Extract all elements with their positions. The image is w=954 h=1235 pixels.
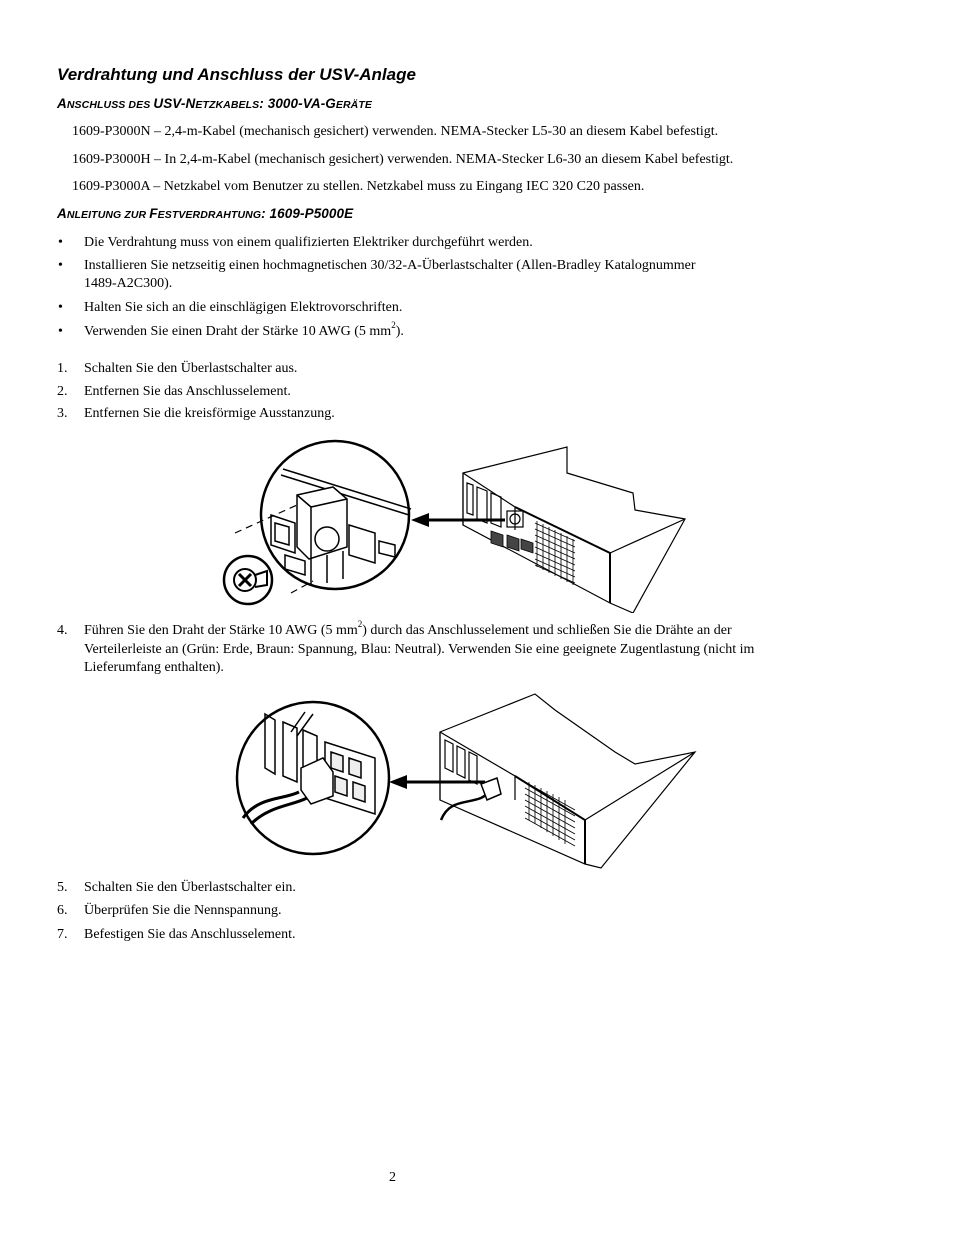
step-text: Befestigen Sie das Anschlusselement. (84, 927, 296, 942)
bullet-marker: • (58, 324, 63, 339)
step-number: 4. (57, 623, 68, 638)
bullet-item: Die Verdrahtung muss von einem qualifizierten Elektriker durchgeführt werden. (84, 235, 533, 250)
step-text: Schalten Sie den Überlastschalter ein. (84, 880, 296, 895)
heading-part: A (57, 96, 67, 111)
subsection-heading-hardwiring (57, 206, 353, 221)
step-text-part: Führen Sie den Draht der Stärke 10 AWG (5 mm (84, 623, 358, 638)
bullet-item (84, 320, 884, 341)
bullet-text: Verwenden Sie einen Draht der Stärke 10 AWG (5 mm (84, 324, 392, 339)
step-number: 1. (57, 361, 68, 376)
heading-part: : 1609-P5000E (261, 206, 354, 221)
heading-part: : 3000-VA-G (259, 96, 336, 111)
bullet-item-continued: 1489-A2C300). (84, 276, 173, 291)
bullet-item: Halten Sie sich an die einschlägigen Elektrovorschriften. (84, 300, 403, 315)
step-text: Entfernen Sie die kreisförmige Ausstanzung. (84, 406, 335, 421)
superscript: 2 (357, 619, 363, 630)
step-text (84, 619, 884, 640)
step-number: 2. (57, 384, 68, 399)
paragraph-p3000h: 1609-P3000H – In 2,4-m-Kabel (mechanisch gesichert) verwenden. NEMA-Stecker L6-30 an diesem Kabel befestigt. (72, 152, 734, 167)
heading-part: F (149, 206, 158, 221)
heading-part: ETZKABELS (195, 99, 260, 111)
heading-part: NSCHLUSS DES (66, 99, 154, 111)
illustration-connect-wires (235, 692, 700, 872)
heading-part: ERÄTE (335, 99, 372, 111)
page-number: 2 (389, 1170, 396, 1185)
heading-part: USV-N (153, 96, 196, 111)
section-title: Verdrahtung und Anschluss der USV-Anlage (57, 65, 416, 84)
heading-part: A (57, 206, 67, 221)
bullet-text: ). (395, 324, 404, 339)
step-text: Entfernen Sie das Anschlusselement. (84, 384, 291, 399)
illustration-remove-knockout (215, 435, 700, 613)
bullet-marker: • (58, 235, 63, 250)
step-text: Überprüfen Sie die Nennspannung. (84, 903, 282, 918)
paragraph-p3000n: 1609-P3000N – 2,4-m-Kabel (mechanisch gesichert) verwenden. NEMA-Stecker L5-30 an diesem Kabel befestigt. (72, 124, 719, 139)
step-text-continued: Lieferumfang enthalten). (84, 660, 224, 675)
bullet-marker: • (58, 258, 63, 273)
step-number: 3. (57, 406, 68, 421)
step-text-part: ) durch das Anschlusselement und schließen Sie die Drähte an der (362, 623, 732, 638)
step-text: Schalten Sie den Überlastschalter aus. (84, 361, 298, 376)
heading-part: ESTVERDRAHTUNG (157, 209, 262, 221)
paragraph-p3000a: 1609-P3000A – Netzkabel vom Benutzer zu stellen. Netzkabel muss zu Eingang IEC 320 C20 passen. (72, 179, 645, 194)
step-number: 6. (57, 903, 68, 918)
heading-part: NLEITUNG ZUR (66, 209, 150, 221)
step-text-continued: Verteilerleiste an (Grün: Erde, Braun: Spannung, Blau: Neutral). Verwenden Sie eine geeignete Zugentlastung (nicht im (84, 642, 755, 657)
bullet-marker: • (58, 300, 63, 315)
step-number: 7. (57, 927, 68, 942)
subsection-heading-power-cable (57, 96, 372, 111)
bullet-item: Installieren Sie netzseitig einen hochmagnetischen 30/32-A-Überlastschalter (Allen-Bradley Katalognummer (84, 258, 696, 273)
superscript: 2 (391, 320, 396, 331)
step-number: 5. (57, 880, 68, 895)
